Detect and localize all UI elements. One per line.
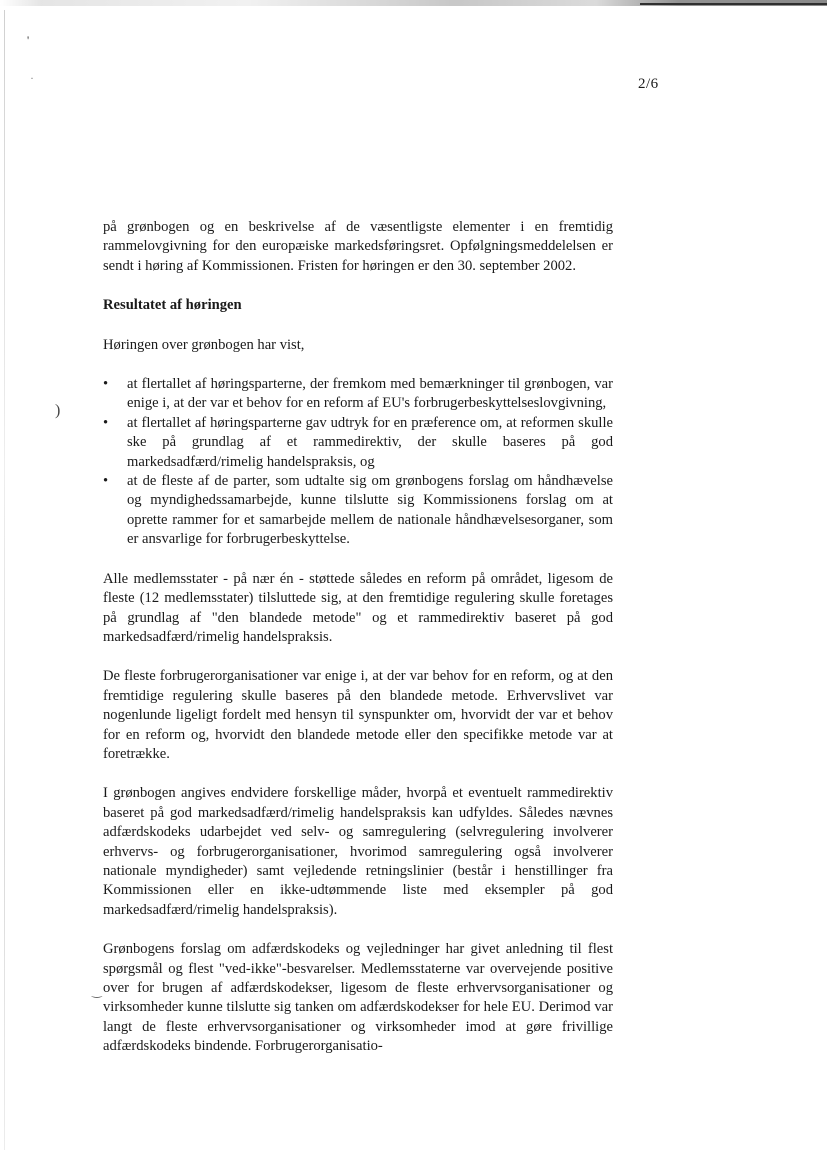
bullet-icon: • — [103, 376, 109, 393]
paragraph-consumer-orgs: De fleste forbrugerorganisationer var enige i, at der var behov for en reform, og at den fremtidige regulering skulle baseres på den blandede metode. Erhvervslivet var nogenlunde ligeligt fordelt med hensyn til synspunkter om, hvorvidt der var et behov for en reform og, hvorvidt den blandede metode eller den specifikke metode var at foretrække. — [103, 668, 613, 762]
list-item — [103, 375, 613, 414]
margin-mark: ‿ — [92, 984, 102, 998]
bullet-icon: • — [103, 473, 109, 490]
margin-mark: ) — [55, 402, 61, 419]
scan-speck: · — [30, 71, 34, 85]
section-heading: Resultatet af høringen — [103, 297, 242, 314]
paragraph-codes-proposal: Grønbogens forslag om adfærdskodeks og vejledninger har givet anledning til flest spørgsmål og flest "ved-ikke"-besvarelser. Medlemsstaterne var overvejende positive over for brugen af adfærdskodekser, ligesom de fleste erhvervsorganisationer og virksomheder kunne tilslutte sig tanken om adfærdskodekser for hele EU. Derimod var langt de fleste erhvervsorganisationer og virksomheder imod at gøre frivillige adfærdskodeks bindende. Forbrugerorganisatio- — [103, 941, 613, 1055]
scan-edge-left — [4, 10, 5, 1150]
page-number: 2/6 — [638, 76, 659, 92]
paragraph-member-states: Alle medlemsstater - på nær én - støttede således en reform på området, ligesom de fleste (12 medlemsstater) tilsluttede sig, at den fremtidige regulering skulle foretages på grundlag af "den blandede metode" og et rammedirektiv baseret på god markedsadfærd/rimelig handelspraksis. — [103, 570, 613, 645]
bullet-text: at flertallet af høringsparterne, der fremkom med bemærkninger til grønbogen, var enige i, at der var et behov for en reform af EU's forbrugerbeskyttelseslovgivning, — [127, 376, 613, 412]
bullet-text: at de fleste af de parter, som udtalte sig om grønbogens forslag om håndhævelse og myndighedssamarbejde, kunne tilslutte sig Kommissionens forslag om at oprette rammer for et samarbejde mellem de nationale håndhævelsesorganer, som er ansvarlige for forbrugerbeskyttelse. — [127, 473, 613, 548]
scan-speck: ' — [27, 33, 30, 47]
bullet-icon: • — [103, 414, 109, 431]
bullet-text: at flertallet af høringsparterne gav udtryk for en præference om, at reformen skulle ske på grundlag af et rammedirektiv, der skulle baseres på god markedsadfærd/rimelig handelspraksis, og — [127, 414, 613, 470]
bullet-list — [103, 375, 613, 550]
scan-edge-top-dark — [640, 3, 827, 5]
paragraph-green-paper-ways: I grønbogen angives endvidere forskellige måder, hvorpå et eventuelt rammedirektiv baseret på god markedsadfærd/rimelig handelspraksis kan udfyldes. Således nævnes adfærdskodeks udarbejdet ved selv- og samregulering (selvregulering involverer erhvervs- og forbrugerorganisationer, hvorimod samregulering også involverer nationale myndigheder) samt vejledende retningslinier (består i henstillinger fra Kommissionen eller en ikke-udtømmende liste med eksempler på god markedsadfærd/rimelig handelspraksis). — [103, 785, 613, 918]
paragraph-intro: på grønbogen og en beskrivelse af de væsentligste elementer i en fremtidig rammelovgivning for den europæiske markedsføringsret. Opfølgningsmeddelelsen er sendt i høring af Kommissionen. Fristen for høringen er den 30. september 2002. — [103, 219, 613, 274]
list-item — [103, 414, 613, 472]
list-item — [103, 472, 613, 550]
document-body — [103, 218, 613, 1077]
section-lead: Høringen over grønbogen har vist, — [103, 336, 305, 353]
